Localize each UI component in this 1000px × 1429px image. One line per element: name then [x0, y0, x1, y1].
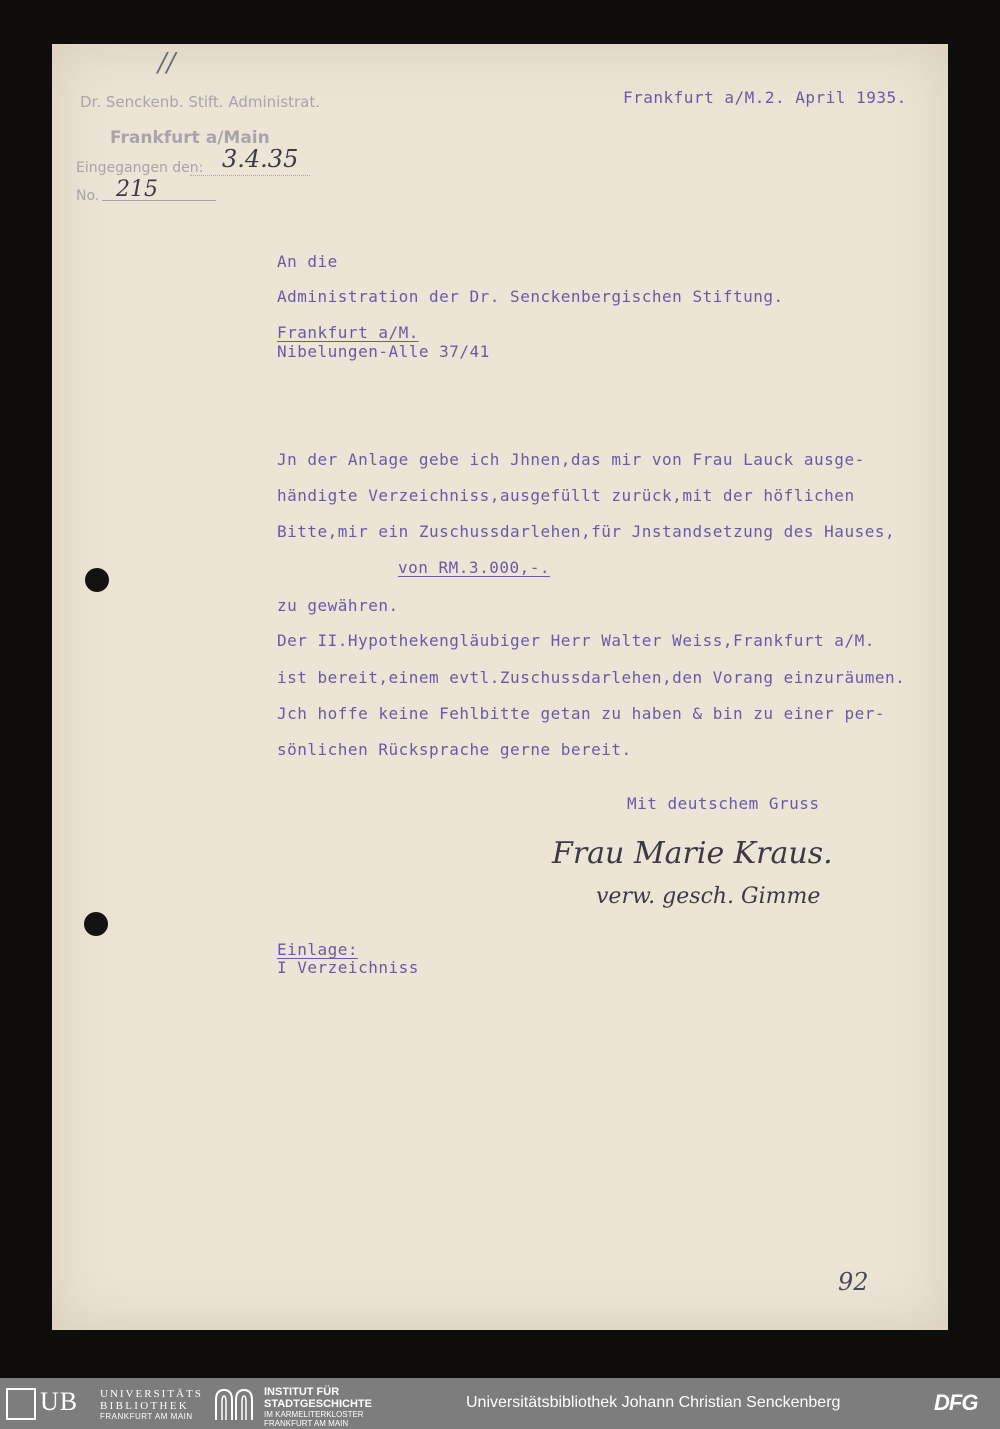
stamp-line-1: Dr. Senckenb. Stift. Administrat.	[80, 93, 321, 111]
isg-line-2: STADTGESCHICHTE	[264, 1398, 372, 1410]
ub-line-3: FRANKFURT AM MAIN	[100, 1412, 193, 1421]
body-line: Jch hoffe keine Fehlbitte getan zu haben & bin zu einer per-	[277, 704, 885, 723]
body-line: händigte Verzeichniss,ausgefüllt zurück,mit der höflichen	[277, 486, 855, 505]
isg-line-4: FRANKFURT AM MAIN	[264, 1419, 349, 1428]
page-number: 92	[838, 1268, 869, 1296]
recipient-name: Administration der Dr. Senckenbergischen Stiftung.	[277, 287, 784, 306]
recipient-city: Frankfurt a/M.	[277, 323, 419, 342]
footer-library-name: Universitätsbibliothek Johann Christian Senckenberg	[466, 1394, 841, 1411]
stamp-number-label: No.	[76, 188, 100, 204]
body-line: Bitte,mir ein Zuschussdarlehen,für Jnstandsetzung des Hauses,	[277, 522, 896, 541]
ub-logo: UB	[40, 1387, 79, 1416]
footer-bar	[0, 1378, 1000, 1429]
letter-page	[52, 44, 948, 1330]
body-line: Jn der Anlage gebe ich Jhnen,das mir von Frau Lauck ausge-	[277, 450, 865, 469]
stamp-received-line	[190, 175, 310, 176]
isg-line-3: IM KARMELITERKLOSTER	[264, 1410, 364, 1419]
signature-line-2: verw. gesch. Gimme	[596, 884, 821, 909]
isg-arches-icon	[214, 1386, 254, 1422]
body-line: Der II.Hypothekengläubiger Herr Walter Weiss,Frankfurt a/M.	[277, 631, 875, 650]
body-line: sönlichen Rücksprache gerne bereit.	[277, 740, 632, 759]
dfg-logo: DFG	[934, 1390, 978, 1415]
letter-date: Frankfurt a/M.2. April 1935.	[623, 88, 907, 107]
enclosure-item: I Verzeichniss	[277, 958, 419, 977]
isg-line-1: INSTITUT FÜR	[264, 1386, 340, 1398]
corner-mark: //	[158, 48, 176, 78]
recipient-salutation: An die	[277, 252, 338, 271]
loan-amount: von RM.3.000,-.	[398, 558, 550, 577]
stamp-line-2: Frankfurt a/Main	[110, 128, 270, 148]
ub-crest-icon	[6, 1388, 36, 1420]
stamp-received-label: Eingegangen den:	[76, 160, 204, 176]
punch-hole-upper	[85, 568, 109, 592]
ub-line-2: BIBLIOTHEK	[100, 1400, 189, 1412]
closing: Mit deutschem Gruss	[627, 794, 820, 813]
enclosure-label: Einlage:	[277, 940, 359, 959]
body-line: zu gewähren.	[277, 596, 399, 615]
ub-line-1: UNIVERSITÄTS	[100, 1388, 203, 1400]
punch-hole-lower	[84, 912, 108, 936]
recipient-street: Nibelungen-Alle 37/41	[277, 342, 490, 361]
stamp-received-date: 3.4.35	[222, 145, 299, 173]
stamp-number: 215	[116, 177, 158, 202]
body-line: ist bereit,einem evtl.Zuschussdarlehen,den Vorang einzuräumen.	[277, 668, 906, 687]
signature-name: Frau Marie Kraus.	[552, 836, 833, 871]
